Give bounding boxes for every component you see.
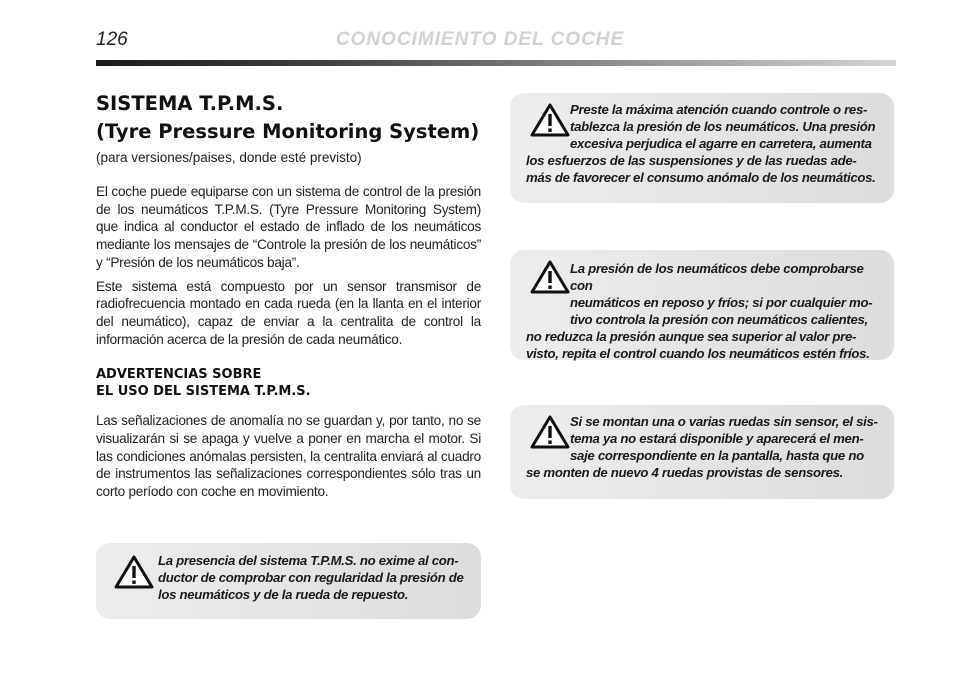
warning-line: más de favorecer el consumo anómalo de los neumáticos. <box>526 170 876 185</box>
warning-line: no reduzca la presión aunque sea superior al valor pre- <box>526 329 857 344</box>
warning-text-4 <box>158 552 478 603</box>
page-title: SISTEMA T.P.M.S. <box>96 92 284 115</box>
warning-line: Si se montan una o varias ruedas sin sensor, el sis- <box>570 414 878 429</box>
warning-line: tema ya no estará disponible y aparecerá el men- <box>570 431 864 446</box>
intro-paragraph-2: Este sistema está compuesto por un sensor transmisor de radiofrecuencia montado en cada rueda (en la llanta en el interior del neumático), capaz de enviar a la centralita de control la información acerca de la presión de cada neumático. <box>96 278 481 347</box>
warning-line: La presencia del sistema T.P.M.S. no exime al con- <box>158 553 459 568</box>
warning-box-2 <box>510 250 894 360</box>
header-rule <box>96 60 896 66</box>
warning-box-3 <box>510 405 894 499</box>
section-heading-line-2: EL USO DEL SISTEMA T.P.M.S. <box>96 384 311 400</box>
warning-box-4 <box>96 543 481 619</box>
warning-line: tivo controla la presión con neumáticos calientes, <box>570 312 868 327</box>
page-title-sub: (Tyre Pressure Monitoring System) <box>96 120 480 143</box>
warning-line: Preste la máxima atención cuando controle o res- <box>570 102 868 117</box>
warning-line: saje correspondiente en la pantalla, hasta que no <box>570 448 864 463</box>
warning-line: neumáticos en reposo y fríos; si por cualquier mo- <box>570 295 873 310</box>
section-paragraph: Las señalizaciones de anomalía no se guardan y, por tanto, no se visualizarán si se apaga y vuelve a poner en marcha el motor. Si las condiciones anómalas persisten, la centralita enviará al cuadro de instrumentos las señalizaciones correspondientes sólo tras un corto período con coche en movimiento. <box>96 413 481 500</box>
warning-text-2 <box>526 260 886 362</box>
main-column <box>96 90 481 507</box>
intro-paragraph-1: El coche puede equiparse con un sistema de control de la presión de los neumáticos T.P.M.S. (Tyre Pressure Monitoring System) que indica al conductor el estado de inflado de los neumáticos mediante los mensajes de “Controle la presión de los neumáticos” y “Presión de los neumáticos baja”. <box>96 184 481 270</box>
warning-line: los esfuerzos de las suspensiones y de las ruedas ade- <box>526 153 857 168</box>
warning-triangle-icon <box>114 555 154 589</box>
page-subtitle: (para versiones/paises, donde esté previsto) <box>96 150 362 165</box>
warning-text-1 <box>526 101 886 186</box>
warning-text-3 <box>526 413 886 481</box>
warning-line: ductor de comprobar con regularidad la presión de <box>158 570 464 585</box>
warning-box-1 <box>510 93 894 203</box>
section-heading-line-1: ADVERTENCIAS SOBRE <box>96 367 262 383</box>
section-heading <box>96 366 481 400</box>
warning-line: se monten de nuevo 4 ruedas provistas de sensores. <box>526 465 844 480</box>
warning-line: excesiva perjudica el agarre en carretera, aumenta <box>570 136 872 151</box>
warning-line: los neumáticos y de la rueda de repuesto. <box>158 587 409 602</box>
warning-line: visto, repita el control cuando los neumáticos estén fríos. <box>526 346 870 361</box>
warning-line: La presión de los neumáticos debe comprobarse con <box>570 261 864 293</box>
page-number: 126 <box>96 29 128 50</box>
warning-line: tablezca la presión de los neumáticos. Una presión <box>570 119 876 134</box>
section-title: CONOCIMIENTO DEL COCHE <box>335 29 625 50</box>
